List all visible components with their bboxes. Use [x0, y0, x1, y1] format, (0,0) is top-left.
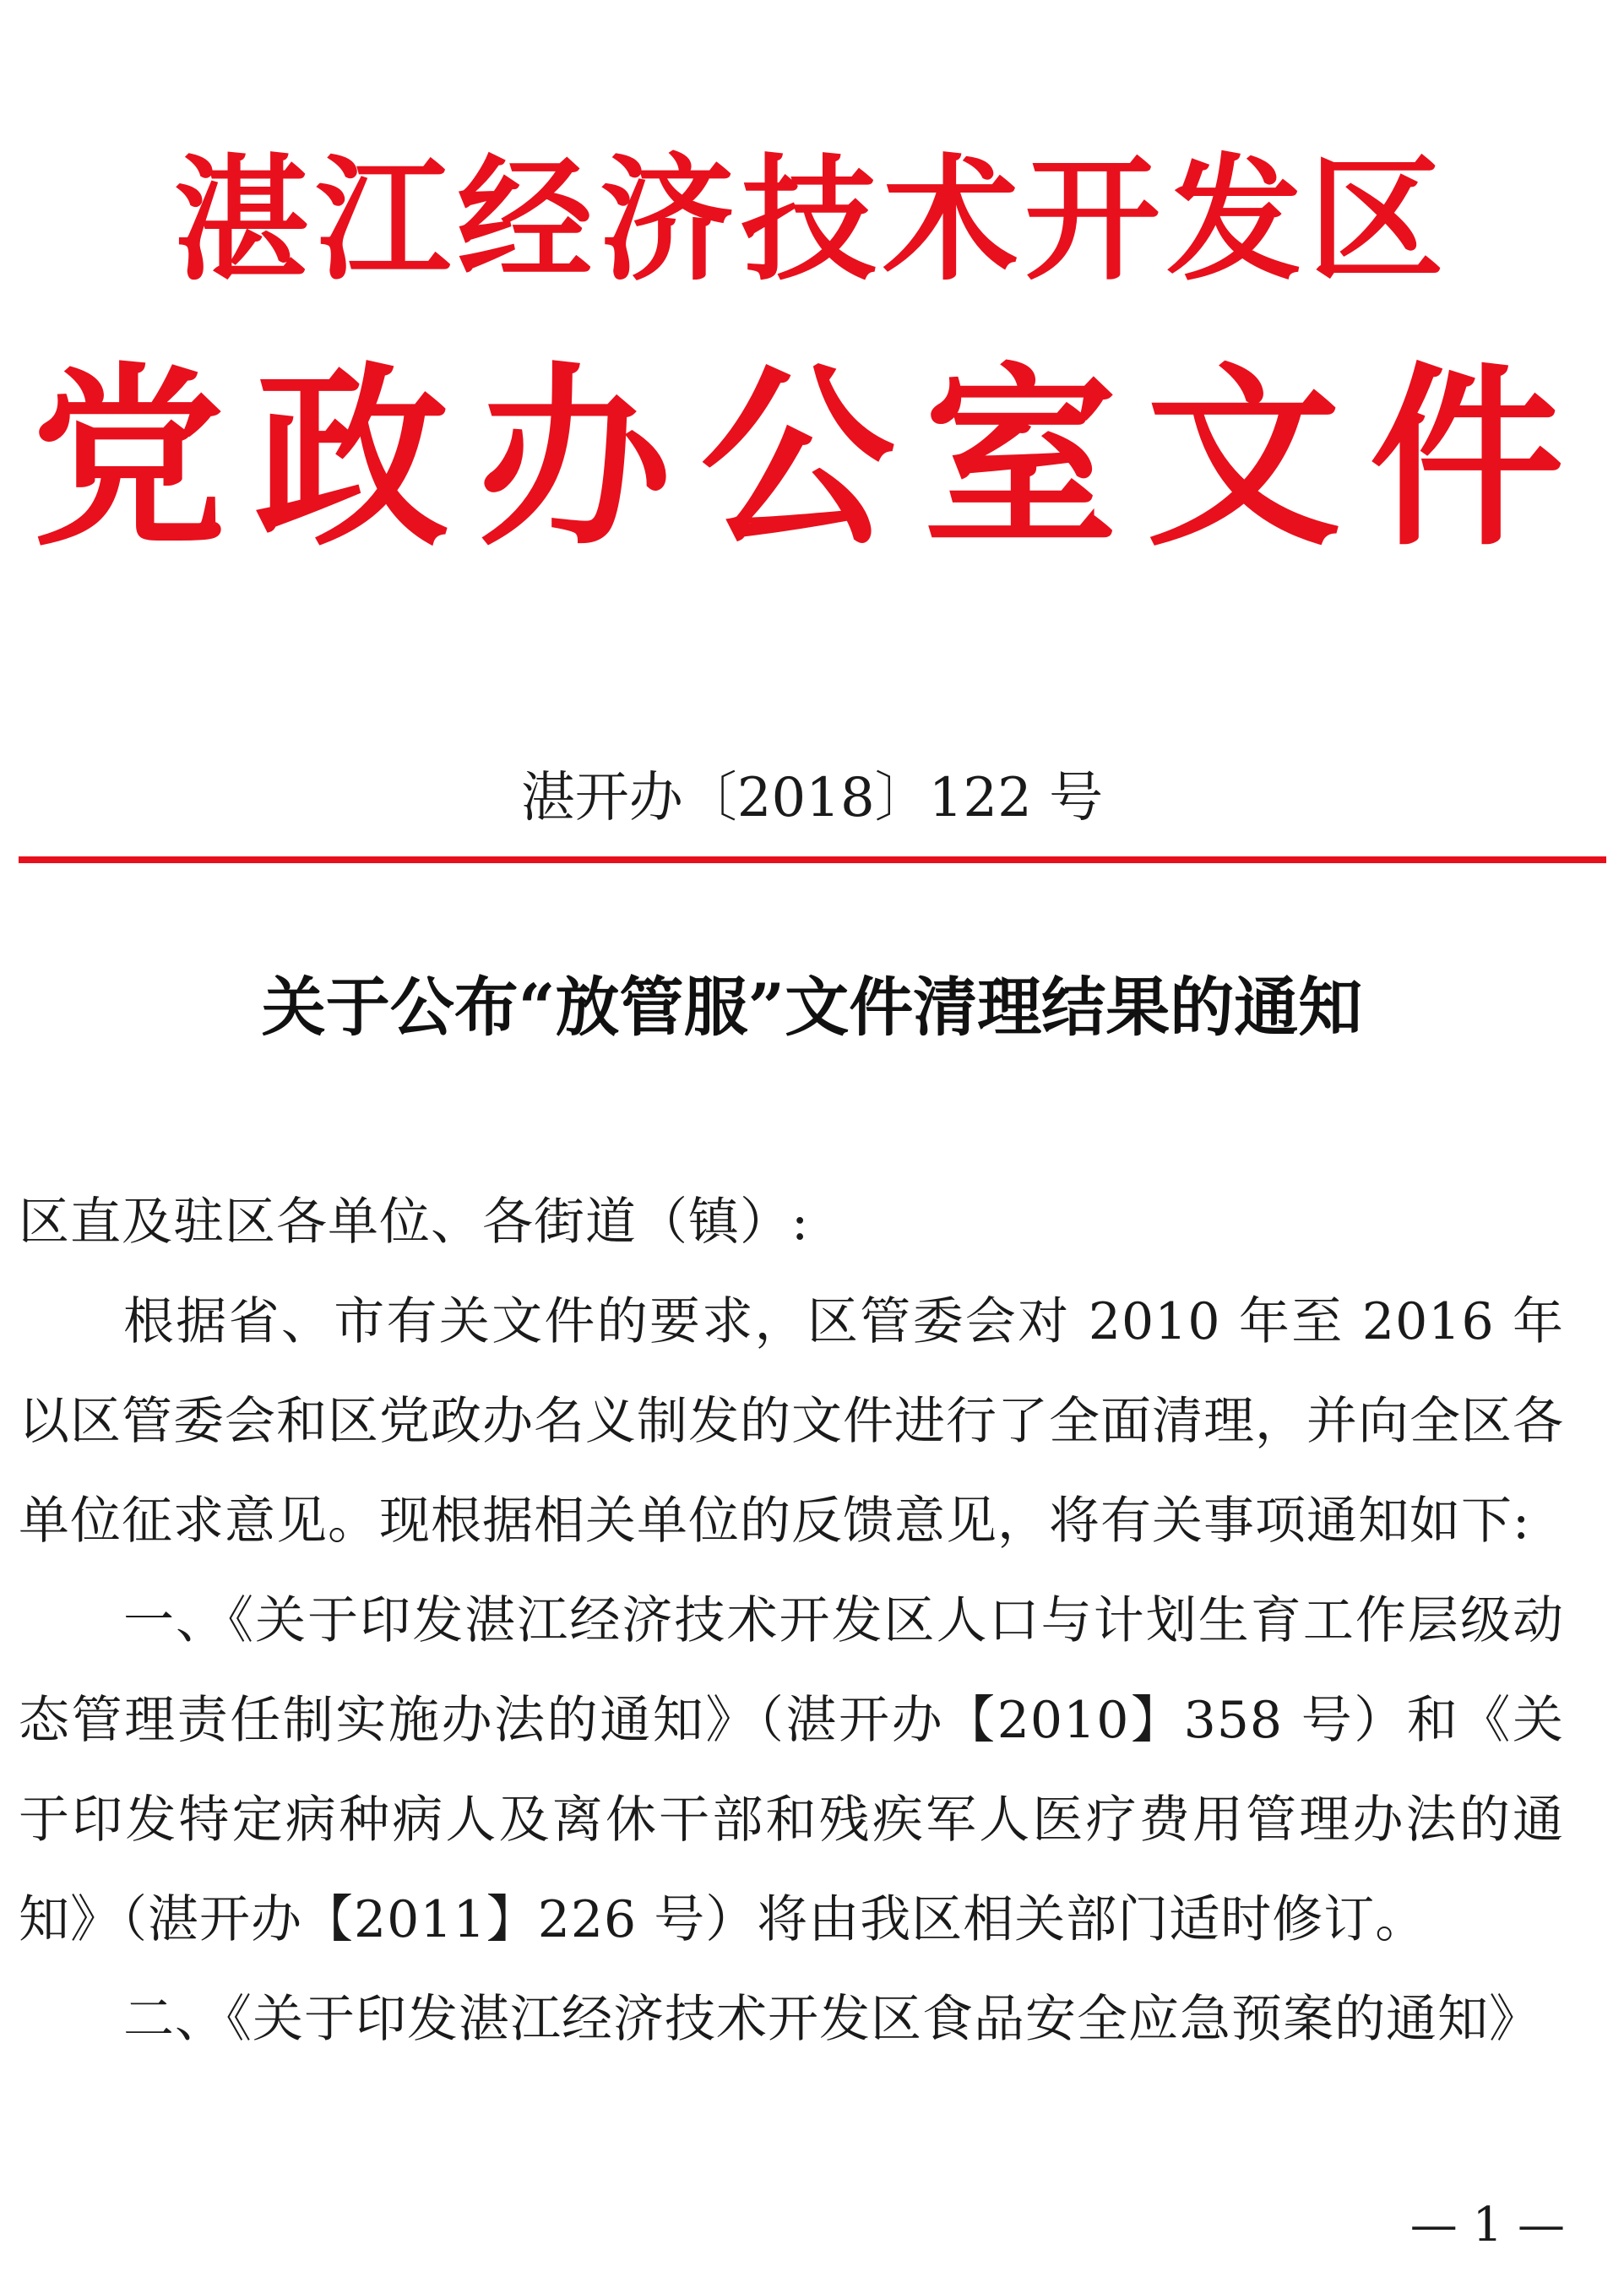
issuing-organization: 湛江经济技术开发区 — [173, 140, 1451, 299]
salutation: 区直及驻区各单位、各街道（镇）: — [19, 1193, 810, 1252]
page-number: — 1 — — [1409, 2198, 1565, 2253]
document-type-heading: 党政办公室文件 — [31, 347, 1593, 573]
body-paragraph-3: 二、《关于印发湛江经济技术开发区食品安全应急预案的通知》 — [123, 1990, 1540, 2049]
document-title: 关于公布“放管服”文件清理结果的通知 — [261, 970, 1363, 1045]
document-body — [19, 1172, 1564, 2069]
document-number: 湛开办〔2018〕122 号 — [520, 767, 1104, 829]
body-paragraph-1: 根据省、市有关文件的要求，区管委会对 2010 年至 2016 年以区管委会和区党政办名义制发的文件进行了全面清理，并向全区各单位征求意见。现根据相关单位的反馈意见，将有关事项通知如下: — [19, 1292, 1564, 1551]
red-divider-line — [19, 856, 1606, 863]
body-paragraph-2: 一、《关于印发湛江经济技术开发区人口与计划生育工作层级动态管理责任制实施办法的通知》（湛开办【2010】358 号）和《关于印发特定病种病人及离休干部和残疾军人医疗费用管理办法的通知》（湛开办【2011】226 号）将由我区相关部门适时修订。 — [19, 1591, 1564, 1949]
